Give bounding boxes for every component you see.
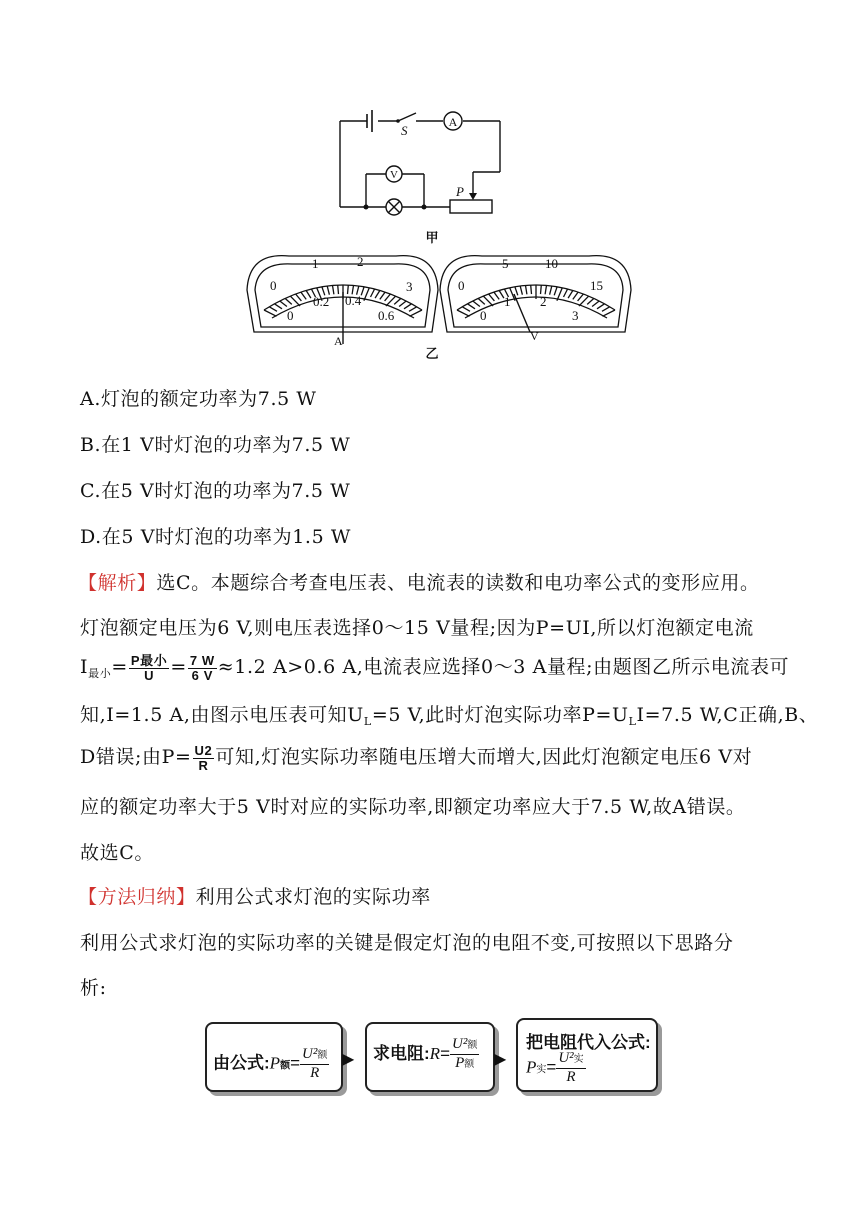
switch-label: S	[401, 123, 408, 138]
ammeter-low-tick-2: 0.4	[345, 293, 362, 308]
ammeter-tick-0: 0	[270, 278, 277, 293]
voltmeter-low-tick-1: 1	[504, 294, 511, 309]
method-line-1: 利用公式求灯泡的实际功率的关键是假定灯泡的电阻不变,可按照以下思路分	[80, 932, 734, 954]
analysis-line-3: $I_{最小}=$ $\frac{\text{P最小}}{U}$ = $\frac{7 W}{6 V}$ ≈1.2 A>0.6 A,电流表应选择0～3 A量程;由题图乙所示电流表可	[80, 652, 790, 683]
voltmeter-tick-10: 10	[545, 256, 558, 271]
scale-tick	[380, 292, 385, 299]
voltmeter-tick-15: 15	[590, 278, 603, 293]
ammeter-low-tick-3: 0.6	[378, 308, 395, 323]
analysis-line-6: 应的额定功率大于5 V时对应的实际功率,即额定功率应大于7.5 W,故A错误。	[80, 796, 746, 818]
scale-tick	[371, 289, 375, 297]
scale-tick	[473, 301, 480, 307]
voltmeter-tick-0: 0	[458, 278, 465, 293]
circuit-figure	[0, 0, 860, 380]
option-b: B.在1 V时灯泡的功率为7.5 W	[80, 434, 351, 456]
scale-tick	[399, 301, 406, 307]
analysis-line-7: 故选C。	[80, 842, 154, 864]
scale-tick	[409, 307, 417, 312]
scale-tick	[333, 285, 334, 294]
voltmeter-tick-5: 5	[502, 256, 509, 271]
analysis-line-4: 知,I=1.5 A,由图示电压表可知$U_L=5$ V,此时灯泡实际功率$P=U_LI=7.5$ W,C正确,B、	[80, 704, 819, 728]
ammeter-tick-3: 3	[406, 279, 413, 294]
scale-tick	[264, 310, 277, 316]
caption-jia: 甲	[425, 231, 439, 246]
scale-tick	[394, 298, 401, 304]
fraction-u2-over-r: $\frac{U2}{R}$	[194, 742, 213, 773]
scale-tick	[515, 287, 518, 296]
flow-arrow-2: ▶	[494, 1049, 507, 1068]
voltmeter-symbol: V	[390, 169, 398, 181]
ammeter-pointer-label: A	[334, 334, 343, 348]
scale-tick	[597, 304, 605, 309]
scale-tick	[603, 310, 616, 316]
scale-tick	[404, 304, 412, 309]
scale-tick	[526, 285, 527, 294]
scale-tick	[520, 286, 522, 295]
scale-tick	[545, 285, 546, 294]
method-line-2: 析:	[80, 977, 107, 999]
scale-tick	[375, 290, 380, 298]
scale-tick	[296, 294, 302, 301]
analysis-line-2: 灯泡额定电压为6 V,则电压表选择0～15 V量程;因为P=UI,所以灯泡额定电流	[80, 617, 754, 639]
scale-tick	[410, 310, 423, 316]
scale-tick	[280, 301, 287, 307]
scale-tick	[361, 287, 364, 296]
analysis-tag: 【解析】	[78, 572, 157, 594]
scale-tick	[462, 307, 470, 312]
flow-arrow-1: ▶	[342, 1049, 355, 1068]
voltmeter-low-tick-2: 2	[540, 294, 547, 309]
ammeter-tick-2: 2	[357, 254, 364, 269]
scale-tick	[285, 298, 292, 304]
option-c: C.在5 V时灯泡的功率为7.5 W	[80, 480, 351, 502]
scale-tick	[269, 307, 277, 312]
method-tag: 【方法归纳】	[78, 886, 196, 908]
flow-box-resistance: 求电阻:R= $\frac{\text{U²额}}{\text{P额}}$	[365, 1022, 495, 1092]
scale-tick	[494, 292, 499, 299]
scale-tick	[385, 294, 391, 301]
scale-tick	[338, 285, 339, 294]
ammeter-dial	[247, 256, 438, 344]
fraction-7w-over-6v: $\frac{7 W}{6 V}$	[189, 652, 215, 683]
scale-tick	[457, 310, 470, 316]
caption-yi: 乙	[425, 347, 439, 362]
scale-tick	[531, 285, 532, 294]
ammeter-tick-1: 1	[312, 256, 319, 271]
scale-tick	[541, 285, 542, 294]
scale-tick	[578, 294, 584, 301]
scale-tick	[306, 290, 311, 298]
voltmeter-pointer-label: V	[530, 329, 539, 343]
flow-box-formula: 由公式:P额= $\frac{\text{U²额}}{R}$	[205, 1022, 343, 1092]
scale-tick	[592, 301, 599, 307]
scale-tick	[478, 298, 485, 304]
fraction-p-over-u: $\frac{\text{P最小}}{U}$	[130, 652, 168, 683]
ammeter-symbol: A	[448, 115, 458, 129]
scale-tick	[489, 294, 495, 301]
method-heading: 【方法归纳】利用公式求灯泡的实际功率	[78, 886, 431, 908]
voltmeter-low-tick-0: 0	[480, 308, 487, 323]
voltmeter-dial	[440, 256, 631, 332]
scale-tick	[587, 298, 594, 304]
option-a: A.灯泡的额定功率为7.5 W	[80, 388, 317, 410]
ammeter-low-tick-1: 0.2	[313, 294, 330, 309]
option-d: D.在5 V时灯泡的功率为1.5 W	[80, 526, 352, 548]
analysis-line-1: 【解析】选C。本题综合考查电压表、电流表的读数和电功率公式的变形应用。	[78, 572, 760, 594]
ammeter-low-tick-0: 0	[287, 308, 294, 323]
scale-tick	[550, 286, 552, 295]
scale-tick	[468, 304, 476, 309]
slider-label: P	[456, 184, 464, 199]
voltmeter-low-tick-3: 3	[572, 308, 579, 323]
analysis-line-5: D错误;由P= $\frac{U2}{R}$ 可知,灯泡实际功率随电压增大而增大,因此灯泡额定电压6 V对	[80, 742, 753, 773]
scale-tick	[301, 292, 306, 299]
scale-tick	[275, 304, 283, 309]
flow-box-substitute: 把电阻代入公式: P实= $\frac{\text{U²实}}{R}$	[516, 1018, 658, 1092]
scale-tick	[602, 307, 610, 312]
scale-tick	[564, 289, 568, 297]
scale-tick	[554, 287, 557, 296]
scale-tick	[573, 292, 578, 299]
scale-tick	[568, 290, 573, 298]
